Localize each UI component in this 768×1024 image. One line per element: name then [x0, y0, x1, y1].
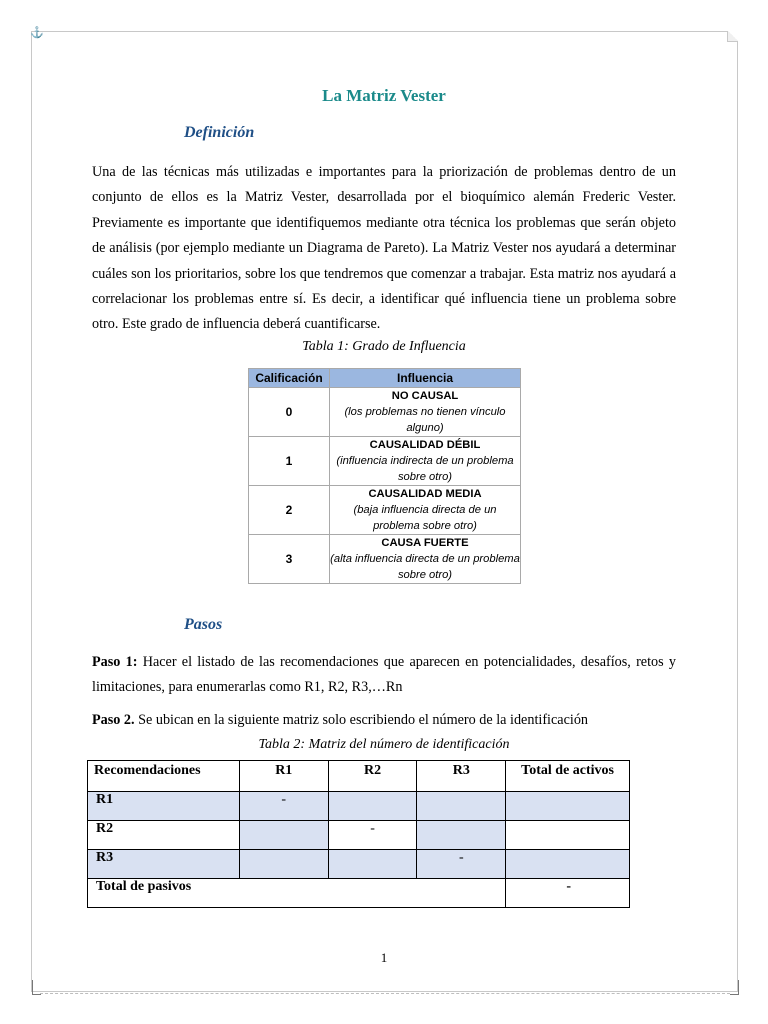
- total-activos-cell: [506, 792, 630, 821]
- header-influencia: Influencia: [330, 369, 521, 388]
- diagonal-dash: -: [239, 792, 328, 821]
- page-fold-corner: [727, 31, 738, 42]
- section-heading-pasos: Pasos: [184, 616, 223, 633]
- total-pasivos-label: Total de pasivos: [88, 879, 506, 908]
- influence-title: NO CAUSAL: [391, 389, 459, 402]
- matrix-total-row: [88, 879, 630, 908]
- row-label: R2: [88, 821, 240, 850]
- page-number: 1: [380, 950, 388, 965]
- matrix-row-r3: [88, 850, 630, 879]
- paso1-label: Paso 1:: [92, 654, 138, 670]
- definition-paragraph: Una de las técnicas más utilizadas e importantes para la priorización de problemas dentro de un conjunto de ellos es la Matriz Vester, desarrollada por el bioquímico alemán Frederic Vester. Previamente es importante que identifiquemos mediante otra técnica los problemas que serán objeto de análisis (por ejemplo mediante un Diagrama de Pareto). La Matriz Vester nos ayudará a determinar cuáles son los prioritarios, sobre los que tendremos que comenzar a trabajar. Esta matriz nos ayudará a correlacionar los problemas entre sí. Es decir, a identificar qué influencia tiene un problema sobre otro. Este grado de influencia deberá cuantificarse.: [92, 164, 676, 333]
- influence-desc: (influencia indirecta de un problema sobre otro): [336, 454, 514, 483]
- matrix-cell: [239, 850, 328, 879]
- influence-title: CAUSA FUERTE: [381, 536, 469, 549]
- matrix-cell: [328, 850, 417, 879]
- influence-desc: (alta influencia directa de un problema sobre otro): [330, 552, 520, 581]
- row-label: R1: [88, 792, 240, 821]
- row-label: R3: [88, 850, 240, 879]
- score-cell: 0: [249, 388, 330, 437]
- diagonal-dash: -: [328, 821, 417, 850]
- influence-cell: [330, 437, 521, 486]
- paso1-paragraph: [92, 650, 676, 701]
- influence-row-0: [249, 388, 521, 437]
- table1-caption: Tabla 1: Grado de Influencia: [302, 339, 466, 354]
- section-heading-definicion: Definición: [184, 124, 255, 141]
- paso2-paragraph: [92, 708, 692, 733]
- score-cell: 1: [249, 437, 330, 486]
- matrix-cell: [417, 792, 506, 821]
- identification-matrix-table: [87, 760, 630, 908]
- header-total-activos: Total de activos: [506, 761, 630, 792]
- influence-cell: [330, 388, 521, 437]
- paso1-text: Hacer el listado de las recomendaciones que aparecen en potencialidades, desafíos, retos y limitaciones, para enumerarlas como R1, R2, R3,…Rn: [92, 654, 677, 696]
- total-activos-cell: [506, 850, 630, 879]
- paso2-text: Se ubican en la siguiente matriz solo escribiendo el número de la identificación: [134, 712, 589, 728]
- influence-table: [248, 368, 521, 584]
- header-r3: R3: [417, 761, 506, 792]
- influence-cell: [330, 486, 521, 535]
- matrix-cell: [417, 821, 506, 850]
- paso2-label: Paso 2.: [92, 712, 135, 728]
- score-cell: 3: [249, 535, 330, 584]
- influence-title: CAUSALIDAD MEDIA: [368, 487, 482, 500]
- document-title: La Matriz Vester: [322, 86, 446, 105]
- header-calificacion: Calificación: [249, 369, 330, 388]
- matrix-cell: [239, 821, 328, 850]
- influence-row-2: [249, 486, 521, 535]
- influence-table-header: [249, 369, 521, 388]
- header-r2: R2: [328, 761, 417, 792]
- matrix-header-row: [88, 761, 630, 792]
- diagonal-dash: -: [417, 850, 506, 879]
- influence-cell: [330, 535, 521, 584]
- matrix-cell: [328, 792, 417, 821]
- bottom-margin-line: [40, 993, 730, 994]
- anchor-icon: ⚓: [30, 27, 44, 39]
- total-pasivos-value: -: [506, 879, 630, 908]
- influence-desc: (baja influencia directa de un problema sobre otro): [353, 503, 497, 532]
- influence-desc: (los problemas no tienen vínculo alguno): [344, 405, 506, 434]
- header-recomendaciones: Recomendaciones: [88, 761, 240, 792]
- score-cell: 2: [249, 486, 330, 535]
- influence-row-3: [249, 535, 521, 584]
- matrix-row-r1: [88, 792, 630, 821]
- table2-caption: Tabla 2: Matriz del número de identificación: [258, 737, 510, 752]
- influence-row-1: [249, 437, 521, 486]
- total-activos-cell: [506, 821, 630, 850]
- influence-title: CAUSALIDAD DÉBIL: [369, 438, 481, 451]
- header-r1: R1: [239, 761, 328, 792]
- crop-mark-right: [730, 980, 739, 995]
- matrix-row-r2: [88, 821, 630, 850]
